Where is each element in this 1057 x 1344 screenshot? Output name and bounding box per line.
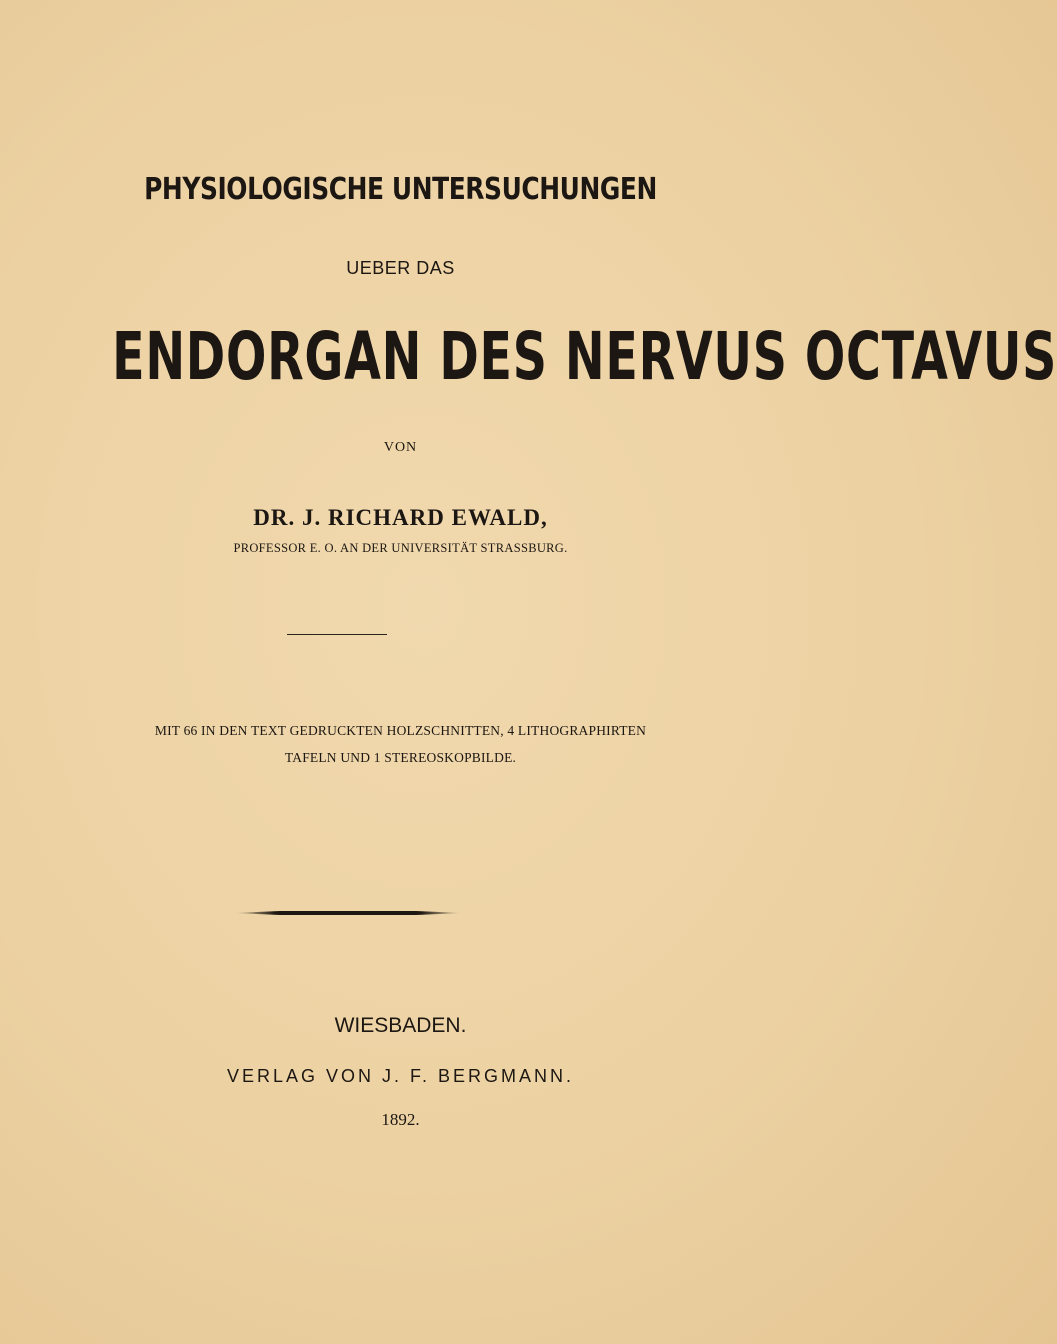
title-line-2: UEBER DAS [346, 258, 455, 278]
author-affiliation: PROFESSOR E. O. AN DER UNIVERSITÄT STRASSBURG. [233, 541, 568, 555]
title-main: ENDORGAN DES NERVUS OCTAVUS [112, 318, 1057, 395]
imprint-publisher: VERLAG VON J. F. BERGMANN. [226, 1066, 575, 1086]
imprint-year: 1892. [381, 1110, 420, 1129]
byline-von: VON [383, 440, 418, 455]
ornamental-rule [234, 911, 462, 915]
illustrations-line-1: MIT 66 IN DEN TEXT GEDRUCKTEN HOLZSCHNITTEN, 4 LITHOGRAPHIRTEN [154, 723, 647, 738]
illustrations-line-2: TAFELN UND 1 STEREOSKOPBILDE. [284, 750, 517, 765]
imprint-place: WIESBADEN. [334, 1014, 467, 1037]
author-name: DR. J. RICHARD EWALD, [253, 505, 548, 530]
divider-rule [287, 634, 387, 635]
title-line-1: PHYSIOLOGISCHE UNTERSUCHUNGEN [144, 172, 657, 207]
